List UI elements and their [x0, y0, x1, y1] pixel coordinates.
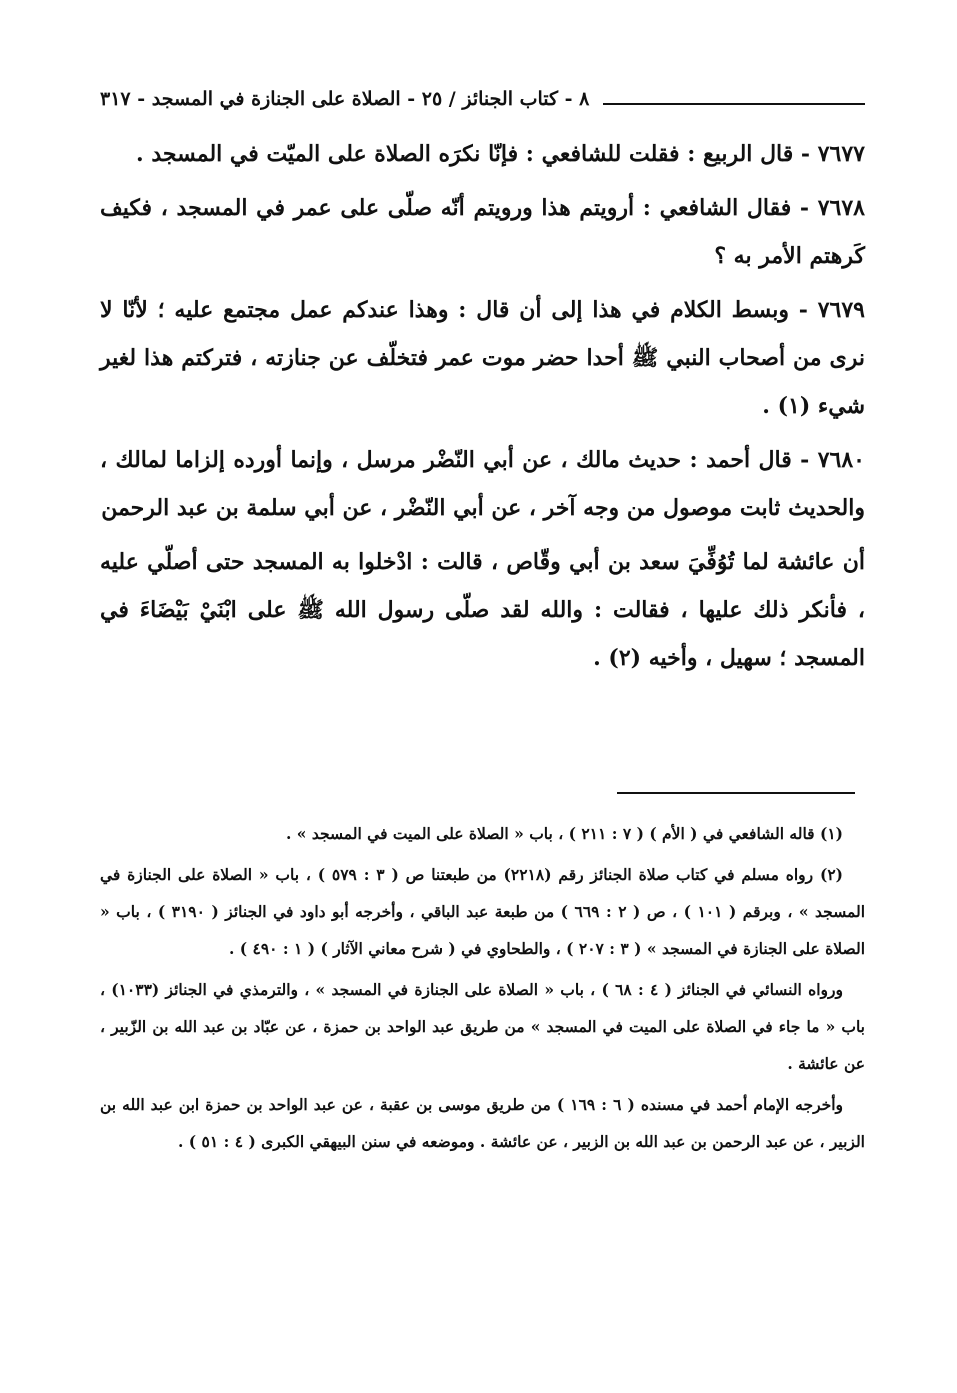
- paragraph-hadith: أن عائشة لما تُوُفِّيَ سعد بن أبي وقّاص ، قالت : ادْخلوا به المسجد حتى أصلّي عليه ، فأنكر ذلك عليها ، فقالت : والله لقد صلّى رسول الله ﷺ على ابْنَيْ بَيْضَاءَ في المسجد ؛ سهيل ، وأخيه (٢) .: [100, 549, 865, 671]
- paragraph-7680: ٧٦٨٠ - قال أحمد : حديث مالك ، عن أبي النّضْر مرسل ، وإنما أورده إلزاما لمالك ، والحديث ثابت موصول من وجه آخر ، عن أبي النّضْر ، عن أبي سلمة بن عبد الرحمن: [100, 447, 865, 521]
- footnote-1: (١) قاله الشافعي في ( الأم ) ( ٧ : ٢١١ ) ، باب « الصلاة على الميت في المسجد » .: [285, 824, 843, 843]
- footnote-2: (٢) رواه مسلم في كتاب صلاة الجنائز رقم (٢٢١٨) من طبعتنا ص ( ٣ : ٥٧٩ ) ، باب « الصلاة على الجنازة في المسجد » ، وبرقم ( ١٠١ ) ، ص ( ٢ : ٦٦٩ ) من طبعة عبد الباقي ، وأخرجه أبو داود في الجنائز ( ٣١٩٠ ) ، باب « الصلاة على الجنازة في المسجد » ( ٣ : ٢٠٧ ) ، والطحاوي في ( شرح معاني الآثار ) ( ١ : ٤٩٠ ) .: [100, 865, 866, 958]
- page-header: [100, 84, 865, 114]
- header-rule: [603, 103, 865, 105]
- footnote-2-continued: ورواه النسائي في الجنائز ( ٤ : ٦٨ ) ، باب « الصلاة على الجنازة في المسجد » ، والترمذي في الجنائز (١٠٣٣) ، باب « ما جاء في الصلاة على الميت في المسجد » من طريق عبد الواحد بن حمزة ، عن عبّاد بن عبد الله بن الزّبير ، عن عائشة .: [100, 980, 865, 1073]
- paragraph-7677: ٧٦٧٧ - قال الربيع : فقلت للشافعي : فإنّا نكرَه الصلاة على الميّت في المسجد .: [136, 141, 865, 167]
- main-text: [100, 130, 865, 688]
- footnote-separator: [617, 792, 855, 794]
- paragraph-7679: ٧٦٧٩ - وبسط الكلام في هذا إلى أن قال : وهذا عندكم عمل مجتمع عليه ؛ لأنّا لا نرى من أصحاب النبي ﷺ أحدا حضر موت عمر فتخلّف عن جنازته ، فتركتم هذا لغير شيء (١) .: [100, 297, 865, 419]
- paragraph-7678: ٧٦٧٨ - فقال الشافعي : أرويتم هذا ورويتم أنّه صلّى على عمر في المسجد ، فكيف كَرهتم الأمر به ؟: [100, 195, 865, 269]
- footnote-2-ahmad: وأخرجه الإمام أحمد في مسنده ( ٦ : ١٦٩ ) من طريق موسى بن عقبة ، عن عبد الواحد بن حمزة ابن عبد الله بن الزبير ، عن عبد الرحمن بن عبد الله بن الزبير ، عن عائشة . وموضعه في سنن البيهقي الكبرى ( ٤ : ٥١ ) .: [100, 1095, 865, 1151]
- running-title: ٨ - كتاب الجنائز / ٢٥ - الصلاة على الجنازة في المسجد - ٣١٧: [100, 88, 590, 110]
- footnotes: [100, 815, 865, 1164]
